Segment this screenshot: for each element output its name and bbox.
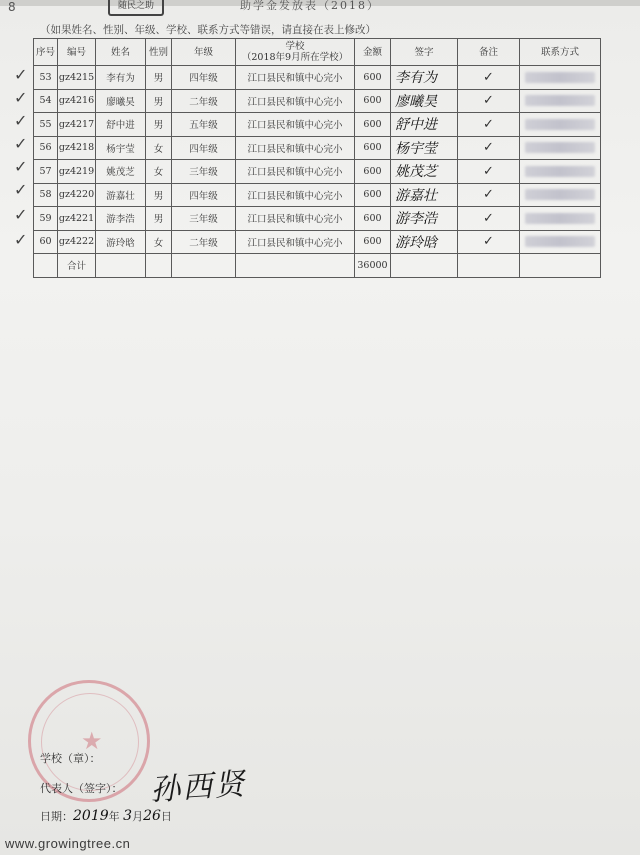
cell-handwritten-signature: 姚茂芝 [391,160,458,184]
cell-grade: 四年级 [172,136,236,160]
header-name: 姓名 [96,39,146,66]
cell-gender: 女 [146,230,172,254]
header-grade: 年级 [172,39,236,66]
cell-gender: 男 [146,89,172,113]
cell-contact-redacted [520,136,601,160]
header-gender: 性别 [146,39,172,66]
margin-check-icon: ✓ [14,65,28,84]
cell-remark-check: ✓ [458,230,520,254]
header-code: 编号 [58,39,96,66]
cell-remark-check: ✓ [458,136,520,160]
representative-label: 代表人（签字）： [40,782,123,795]
margin-check-icon: ✓ [14,180,28,199]
cell-empty [34,254,58,278]
cell-amount: 600 [355,136,391,160]
date-year: 2019 [73,808,109,824]
cell-name: 舒中进 [96,113,146,137]
cell-empty [236,254,355,278]
table-row [34,66,601,90]
cell-grade: 三年级 [172,160,236,184]
cell-name: 李有为 [96,66,146,90]
cell-name: 姚茂芝 [96,160,146,184]
redacted-contact [525,95,595,106]
cell-seq: 57 [34,160,58,184]
cell-seq: 53 [34,66,58,90]
cell-seq: 56 [34,136,58,160]
cell-remark-check: ✓ [458,89,520,113]
header-school-line1: 学校 [285,41,305,52]
margin-check-icon: ✓ [14,134,28,153]
table-row [34,230,601,254]
header-amount: 金额 [355,39,391,66]
school-seal-label: 学校（章）： [40,752,101,765]
representative-signature: 孙西贤 [149,766,248,809]
redacted-contact [525,119,595,130]
cell-gender: 男 [146,66,172,90]
margin-check-icon: ✓ [14,205,28,224]
date-month-suffix: 月 [132,810,144,823]
cell-seq: 54 [34,89,58,113]
cell-amount: 600 [355,230,391,254]
cell-code: gz4219 [58,160,96,184]
cell-remark-check: ✓ [458,66,520,90]
cell-remark-check: ✓ [458,113,520,137]
date-day-suffix: 日 [160,810,172,823]
cell-handwritten-signature: 杨宇莹 [391,136,458,160]
table-header-row [34,39,601,66]
cell-contact-redacted [520,113,601,137]
redacted-contact [525,213,595,224]
cell-seq: 59 [34,207,58,231]
cell-amount: 600 [355,160,391,184]
redacted-contact [525,189,595,200]
table-row [34,136,601,160]
cell-contact-redacted [520,207,601,231]
cell-contact-redacted [520,230,601,254]
cell-empty [520,254,601,278]
header-remark: 备注 [458,39,520,66]
logo-fragment: 随民之助 [108,0,164,16]
cell-gender: 男 [146,113,172,137]
cell-handwritten-signature: 廖曦昊 [391,89,458,113]
site-watermark: www.growingtree.cn [5,836,131,851]
cell-amount: 600 [355,207,391,231]
cell-gender: 女 [146,160,172,184]
cell-code: gz4222 [58,230,96,254]
margin-check-icon: ✓ [14,111,28,130]
cell-school: 江口县民和镇中心完小 [236,183,355,207]
cell-grade: 三年级 [172,207,236,231]
cell-name: 游李浩 [96,207,146,231]
cell-name: 游嘉壮 [96,183,146,207]
cell-school: 江口县民和镇中心完小 [236,136,355,160]
header-school [236,39,355,66]
cell-grade: 五年级 [172,113,236,137]
cell-code: gz4217 [58,113,96,137]
cell-gender: 男 [146,183,172,207]
cell-name: 廖曦昊 [96,89,146,113]
cell-school: 江口县民和镇中心完小 [236,113,355,137]
cell-remark-check: ✓ [458,207,520,231]
margin-check-icon: ✓ [14,230,28,249]
cell-school: 江口县民和镇中心完小 [236,230,355,254]
cell-school: 江口县民和镇中心完小 [236,66,355,90]
cell-grade: 二年级 [172,230,236,254]
cell-remark-check: ✓ [458,160,520,184]
cell-grade: 二年级 [172,89,236,113]
cell-empty [391,254,458,278]
margin-check-icon: ✓ [14,157,28,176]
header-school-line2: （2018年9月所在学校） [241,52,349,63]
cell-seq: 55 [34,113,58,137]
cell-remark-check: ✓ [458,183,520,207]
table-row [34,89,601,113]
date-line [40,808,172,824]
cell-empty [458,254,520,278]
cell-code: gz4215 [58,66,96,90]
redacted-contact [525,236,595,247]
cell-school: 江口县民和镇中心完小 [236,160,355,184]
cell-empty [96,254,146,278]
cell-grade: 四年级 [172,183,236,207]
cell-name: 杨宇莹 [96,136,146,160]
date-year-suffix: 年 [108,810,120,823]
cell-code: gz4216 [58,89,96,113]
date-month: 3 [123,808,133,824]
cell-contact-redacted [520,183,601,207]
corner-page-mark: 8 [8,0,16,14]
cell-handwritten-signature: 李有为 [391,66,458,90]
redacted-contact [525,142,595,153]
table-row [34,113,601,137]
cell-handwritten-signature: 游李浩 [391,207,458,231]
seal-star-icon: ★ [81,727,103,755]
cell-contact-redacted [520,89,601,113]
cell-amount: 600 [355,183,391,207]
cell-gender: 女 [146,136,172,160]
cell-code: gz4221 [58,207,96,231]
redacted-contact [525,166,595,177]
total-label: 合计 [58,254,96,278]
date-day: 26 [143,808,161,824]
cell-grade: 四年级 [172,66,236,90]
header-signature: 签字 [391,39,458,66]
total-amount: 36000 [355,254,391,278]
date-label: 日期： [40,810,73,823]
cell-empty [172,254,236,278]
cell-amount: 600 [355,66,391,90]
cell-handwritten-signature: 游玲晗 [391,230,458,254]
header-contact: 联系方式 [520,39,601,66]
table-row [34,183,601,207]
title-fragment: 助学金发放表（2018） [240,0,380,12]
cell-school: 江口县民和镇中心完小 [236,207,355,231]
correction-note: （如果姓名、性别、年级、学校、联系方式等错误，请直接在表上修改） [40,24,376,36]
cell-amount: 600 [355,113,391,137]
cell-contact-redacted [520,66,601,90]
table-row [34,207,601,231]
table-row [34,160,601,184]
cell-seq: 60 [34,230,58,254]
cell-code: gz4220 [58,183,96,207]
cell-amount: 600 [355,89,391,113]
header-seq: 序号 [34,39,58,66]
student-roster-table [33,38,601,278]
cell-contact-redacted [520,160,601,184]
cell-name: 游玲晗 [96,230,146,254]
cell-empty [146,254,172,278]
total-row [34,254,601,278]
cell-handwritten-signature: 游嘉壮 [391,183,458,207]
cell-school: 江口县民和镇中心完小 [236,89,355,113]
cell-seq: 58 [34,183,58,207]
cell-code: gz4218 [58,136,96,160]
redacted-contact [525,72,595,83]
cell-gender: 男 [146,207,172,231]
margin-check-icon: ✓ [14,88,28,107]
cell-handwritten-signature: 舒中进 [391,113,458,137]
